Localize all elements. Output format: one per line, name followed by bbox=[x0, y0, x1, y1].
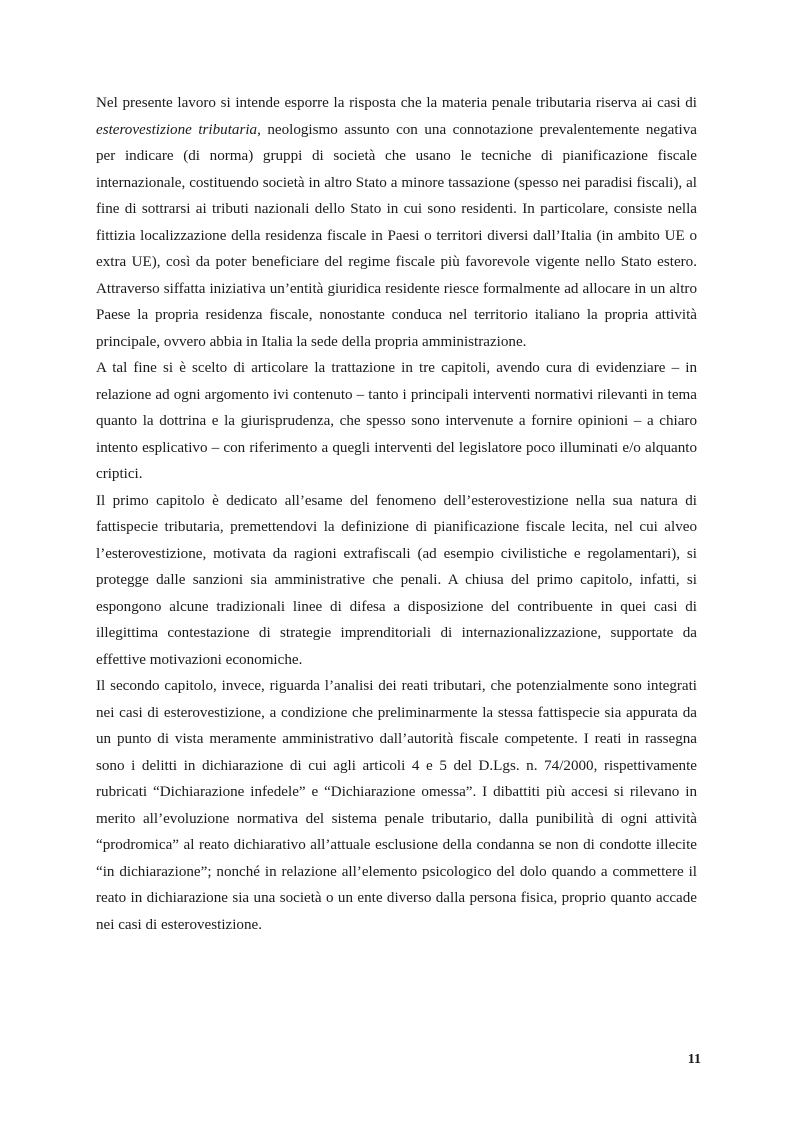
paragraph-chapter-one: Il primo capitolo è dedicato all’esame del fenomeno dell’esterovestizione nella sua natura di fattispecie tributaria, premettendovi la definizione di pianificazione fiscale lecita, nel cui alveo l’esterovestizione, motivata da ragioni extrafiscali (ad esempio civilistiche e regolamentari), si protegge dalle sanzioni sia amministrative che penali. A chiusa del primo capitolo, infatti, si espongono alcune tradizionali linee di difesa a disposizione del contribuente in quei casi di illegittima contestazione di strategie imprenditoriali di internazionalizzazione, supportate da effettive motivazioni economiche. bbox=[96, 492, 697, 668]
paragraph-chapter-two: Il secondo capitolo, invece, riguarda l’analisi dei reati tributari, che potenzialmente sono integrati nei casi di esterovestizione, a condizione che preliminarmente la stessa fattispecie sia appurata da un punto di vista meramente amministrativo dall’autorità fiscale competente. I reati in rassegna sono i delitti in dichiarazione di cui agli articoli 4 e 5 del D.Lgs. n. 74/2000, rispettivamente rubricati “Dichiarazione infedele” e “Dichiarazione omessa”. I dibattiti più accesi si rilevano in merito all’evoluzione normativa del sistema penale tributario, dalla punibilità di ogni attività “prodromica” al reato dichiarativo all’attuale esclusione della condanna se non di condotte illecite “in dichiarazione”; nonché in relazione all’elemento psicologico del dolo quando a commettere il reato in dichiarazione sia una società o un ente diverso dalla persona fisica, proprio quanto accade nei casi di esterovestizione. bbox=[96, 678, 697, 933]
italic-term: esterovestizione tributaria bbox=[96, 121, 258, 138]
paragraph-intro bbox=[96, 90, 697, 355]
paragraph-structure: A tal fine si è scelto di articolare la trattazione in tre capitoli, avendo cura di evidenziare – in relazione ad ogni argomento ivi contenuto – tanto i principali interventi normativi rilevanti in tema quanto la dottrina e la giurisprudenza, che spesso sono intervenute a fornire opinioni – a chiaro intento esplicativo – con riferimento a quegli interventi del legislatore poco illuminati e/o alquanto criptici. bbox=[96, 360, 697, 482]
paragraph-intro-text-end: , neologismo assunto con una connotazione prevalentemente negativa per indicare (di norma) gruppi di società che usano le tecniche di pianificazione fiscale internazionale, costituendo società in altro Stato a minore tassazione (spesso nei paradisi fiscali), al fine di sottrarsi ai tributi nazionali dello Stato in cui sono residenti. In particolare, consiste nella fittizia localizzazione della residenza fiscale in Paesi o territori diversi dall’Italia (in ambito UE o extra UE), così da poter beneficiare del regime fiscale più favorevole vigente nello Stato estero. Attraverso siffatta iniziativa un’entità giuridica residente riesce formalmente ad allocare in un altro Paese la propria residenza fiscale, nonostante conduca nel territorio italiano la propria attività principale, ovvero abbia in Italia la sede della propria amministrazione. bbox=[96, 121, 697, 350]
paragraph-intro-text-start: Nel presente lavoro si intende esporre la risposta che la materia penale tributaria riserva ai casi di bbox=[96, 95, 697, 111]
page-number: 11 bbox=[687, 1052, 701, 1067]
body-text bbox=[96, 90, 697, 938]
